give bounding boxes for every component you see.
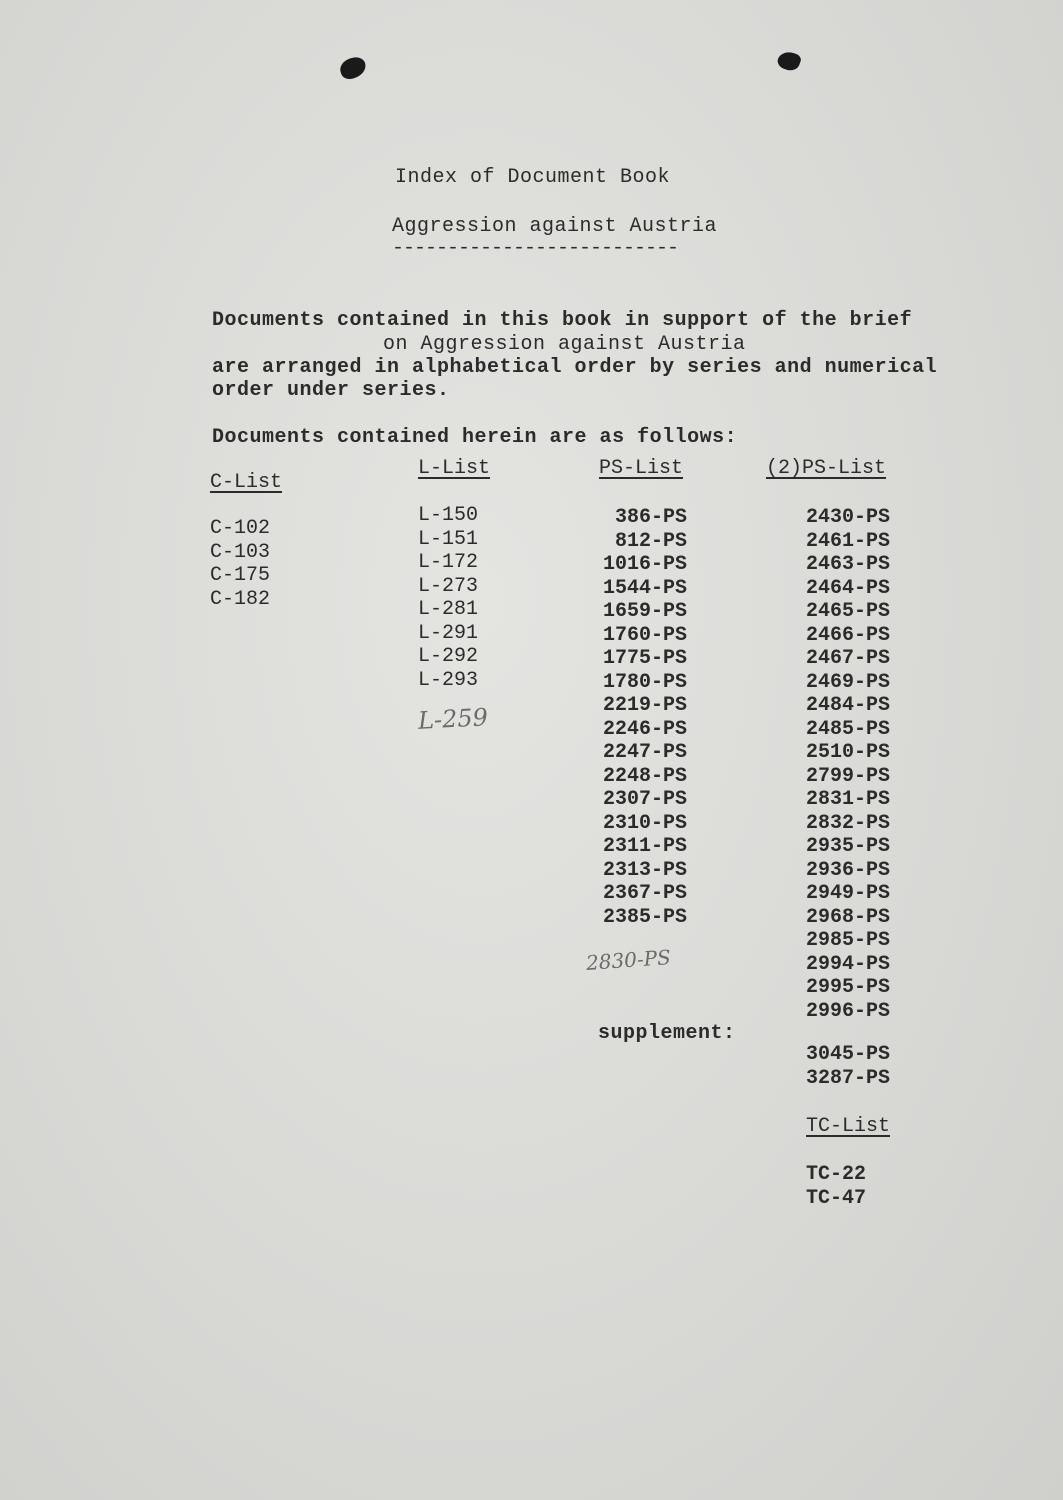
c-list [210, 517, 270, 611]
list-item: 2246-PS [602, 717, 687, 741]
list-item: L-291 [418, 621, 479, 645]
ps-list-2-heading: (2)PS-List [766, 457, 887, 480]
intro-line-4: order under series. [212, 379, 450, 402]
ps-list-2 [806, 506, 890, 1023]
list-item: C-102 [210, 517, 271, 540]
intro-line-2: on Aggression against Austria [383, 333, 746, 356]
handwritten-ps-entry: 2830-PS [585, 945, 672, 975]
list-item: 2484-PS [806, 694, 891, 717]
list-item: 2367-PS [602, 882, 687, 905]
c-list-heading: C-List [210, 471, 283, 494]
list-item: 2968-PS [806, 905, 891, 929]
list-item: 1544-PS [602, 576, 687, 600]
supplement-label: supplement: [598, 1022, 736, 1045]
list-item: 812-PS [614, 529, 687, 553]
list-item: 2464-PS [806, 576, 891, 600]
intro-line-3: are arranged in alphabetical order by series and numerical [212, 356, 938, 379]
list-item: L-151 [418, 527, 479, 551]
list-item: 2994-PS [806, 952, 891, 976]
list-item: 2313-PS [602, 858, 687, 882]
list-item: 1775-PS [602, 647, 687, 670]
title-underline-dashes: -------------------------- [392, 237, 679, 260]
list-item: 2463-PS [806, 553, 891, 576]
list-item: 2247-PS [602, 741, 687, 764]
list-item: 3045-PS [806, 1043, 891, 1066]
list-item: 2430-PS [806, 506, 891, 529]
list-item: TC-47 [806, 1186, 867, 1210]
punch-hole-left [338, 54, 369, 81]
list-item: 2465-PS [806, 600, 891, 623]
ps-list [583, 506, 687, 929]
list-item: 2467-PS [806, 647, 891, 670]
list-item: 2799-PS [806, 764, 891, 788]
list-item: 1016-PS [602, 553, 687, 576]
list-item: TC-22 [806, 1163, 867, 1186]
list-item: 386-PS [614, 506, 687, 529]
list-item: 2485-PS [806, 717, 891, 741]
list-item: 2832-PS [806, 811, 891, 835]
punch-hole-right [776, 49, 803, 73]
list-item: 2831-PS [806, 788, 891, 811]
list-item: 2311-PS [602, 835, 687, 858]
list-item: L-293 [418, 668, 479, 692]
list-item: 1760-PS [602, 623, 687, 647]
l-list [418, 504, 478, 692]
document-title: Index of Document Book [395, 166, 671, 189]
list-item: L-273 [418, 574, 479, 598]
list-item: C-175 [210, 564, 271, 587]
list-item: 2469-PS [806, 670, 891, 694]
list-item: 2949-PS [806, 882, 891, 905]
list-item: C-182 [210, 587, 271, 611]
follows-line: Documents contained herein are as follows: [212, 426, 738, 449]
list-item: 2985-PS [806, 929, 891, 952]
list-item: 2995-PS [806, 976, 891, 999]
list-item: 2248-PS [602, 764, 687, 788]
ps-list-heading: PS-List [599, 457, 684, 480]
l-list-heading: L-List [418, 457, 491, 480]
list-item: C-103 [210, 540, 271, 564]
list-item: L-281 [418, 598, 479, 621]
handwritten-l-entry: L-259 [417, 703, 489, 735]
list-item: 2307-PS [602, 788, 687, 811]
list-item: 2461-PS [806, 529, 891, 553]
list-item: 1780-PS [602, 670, 687, 694]
list-item: 2310-PS [602, 811, 687, 835]
list-item: 2935-PS [806, 835, 891, 858]
supplement-list [806, 1043, 890, 1090]
tc-list-heading: TC-List [806, 1115, 891, 1138]
list-item: 2936-PS [806, 858, 891, 882]
list-item: L-292 [418, 645, 479, 668]
list-item: 2385-PS [602, 905, 687, 929]
list-item: 3287-PS [806, 1066, 891, 1090]
list-item: 1659-PS [602, 600, 687, 623]
list-item: L-172 [418, 551, 479, 574]
list-item: 2996-PS [806, 999, 891, 1023]
document-subtitle: Aggression against Austria [392, 215, 718, 238]
list-item: 2466-PS [806, 623, 891, 647]
tc-list [806, 1163, 866, 1210]
list-item: 2219-PS [602, 694, 687, 717]
list-item: 2510-PS [806, 741, 891, 764]
intro-line-1: Documents contained in this book in support of the brief [212, 309, 913, 332]
list-item: L-150 [418, 504, 479, 527]
